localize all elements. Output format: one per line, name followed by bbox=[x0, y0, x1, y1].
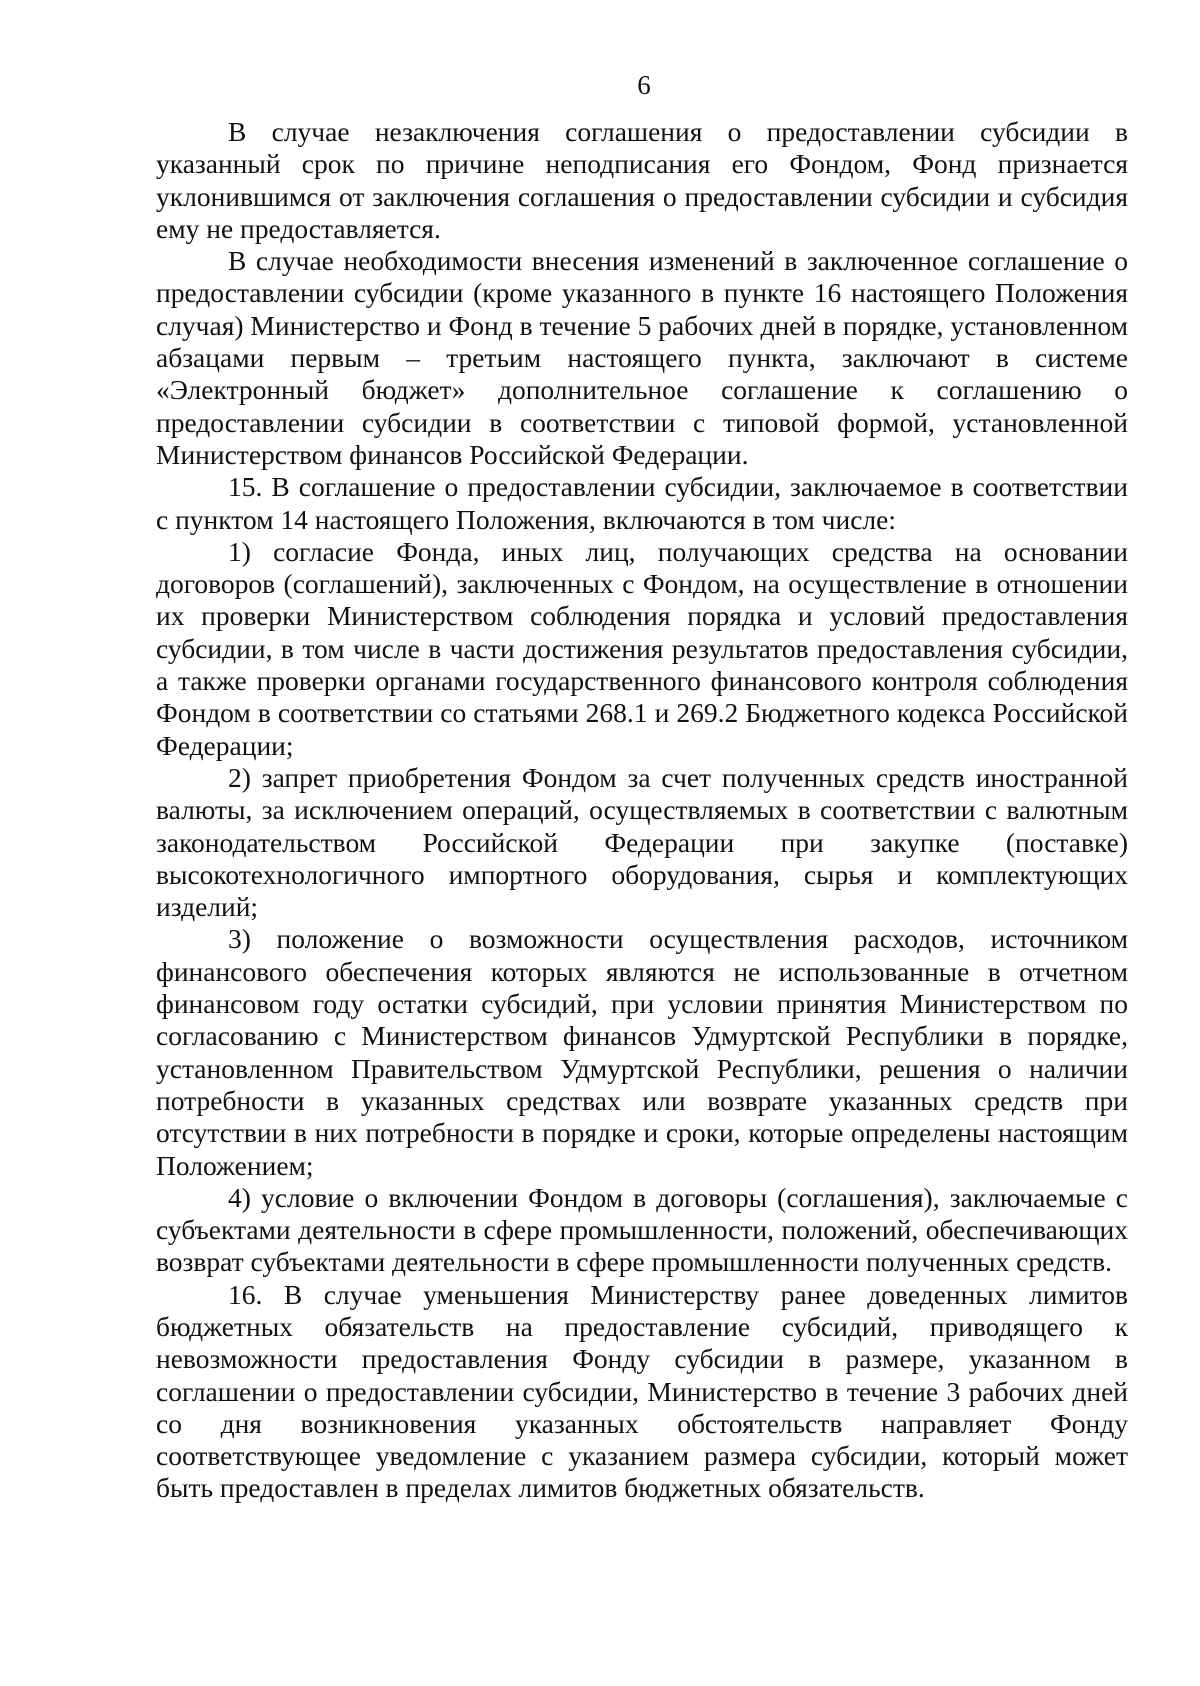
paragraph-item-16: 16. В случае уменьшения Министерству ранее доведенных лимитов бюджетных обязательств на предоставление субсидий, приводящего к невозможности предоставления Фонду субсидии в размере, указанном в соглашении о предоставлении субсидии, Министерство в течение 3 рабочих дней со дня возникновения указанных обстоятельств направляет Фонду соответствующее уведомление с указанием размера субсидии, который может быть предоставлен в пределах лимитов бюджетных обязательств. bbox=[156, 1278, 1128, 1504]
paragraph-clause-4: 4) условие о включении Фондом в договоры (соглашения), заключаемые с субъектами деятельности в сфере промышленности, положений, обеспечивающих возврат субъектами деятельности в сфере промышленности полученных средств. bbox=[156, 1181, 1128, 1278]
paragraph-clause-2: 2) запрет приобретения Фондом за счет полученных средств иностранной валюты, за исключением операций, осуществляемых в соответствии с валютным законодательством Российской Федерации при закупке (поставке) высокотехнологичного импортного оборудования, сырья и комплектующих изделий; bbox=[156, 761, 1128, 923]
paragraph-amendments: В случае необходимости внесения изменений в заключенное соглашение о предоставлении субсидии (кроме указанного в пункте 16 настоящего Положения случая) Министерство и Фонд в течение 5 рабочих дней в порядке, установленном абзацами первым – третьим настоящего пункта, заключают в системе «Электронный бюджет» дополнительное соглашение к соглашению о предоставлении субсидии в соответствии с типовой формой, установленной Министерством финансов Российской Федерации. bbox=[156, 245, 1128, 470]
paragraph-clause-3: 3) положение о возможности осуществления расходов, источником финансового обеспечения которых являются не использованные в отчетном финансовом году остатки субсидий, при условии принятия Министерством по согласованию с Министерством финансов Удмуртской Республики в порядке, установленном Правительством Удмуртской Республики, решения о наличии потребности в указанных средствах или возврате указанных средств при отсутствии в них потребности в порядке и сроки, которые определены настоящим Положением; bbox=[156, 923, 1128, 1181]
paragraph-clause-1: 1) согласие Фонда, иных лиц, получающих средства на основании договоров (соглашений), заключенных с Фондом, на осуществление в отношении их проверки Министерством соблюдения порядка и условий предоставления субсидии, в том числе в части достижения результатов предоставления субсидии, а также проверки органами государственного финансового контроля соблюдения Фондом в соответствии со статьями 268.1 и 269.2 Бюджетного кодекса Российской Федерации; bbox=[156, 535, 1128, 761]
page-number: 6 bbox=[637, 70, 651, 100]
paragraph-item-15: 15. В соглашение о предоставлении субсидии, заключаемое в соответствии с пунктом 14 настоящего Положения, включаются в том числе: bbox=[156, 471, 1128, 535]
document-body bbox=[156, 116, 1128, 1505]
paragraph-non-conclusion: В случае незаключения соглашения о предоставлении субсидии в указанный срок по причине неподписания его Фондом, Фонд признается уклонившимся от заключения соглашения о предоставлении субсидии и субсидия ему не предоставляется. bbox=[156, 116, 1128, 244]
